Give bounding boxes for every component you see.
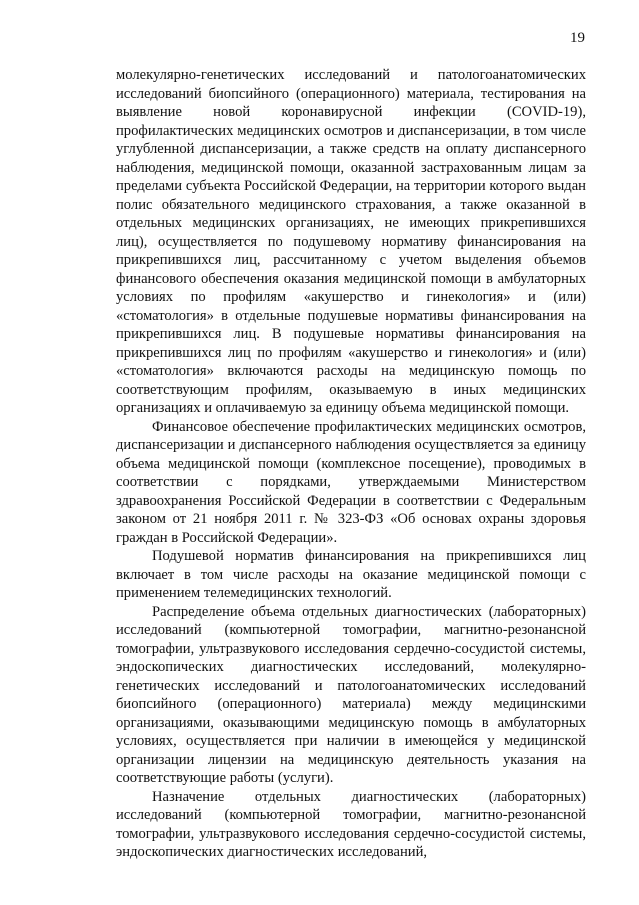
paragraph-assignment-diagnostics: Назначение отдельных диагностических (лабораторных) исследований (компьютерной томографии, магнитно-резонансной томографии, ультразвукового исследования сердечно-сосудистой системы, эндоскопических диагностических исследований, [116,788,586,860]
paragraph-continuation: молекулярно-генетических исследований и патологоанатомических исследований биопсийного (операционного) материала, тестирования на выявление новой коронавирусной инфекции (COVID-19), профилактических медицинских осмотров и диспансеризации, в том числе углубленной диспансеризации, а также средств на оплату диспансерного наблюдения, медицинской помощи, оказанной застрахованным лицам за пределами субъекта Российской Федерации, на территории которого выдан полис обязательного медицинского страхования, а также оказанной в отдельных медицинских организациях, не имеющих прикрепившихся лиц), осуществляется по подушевому нормативу финансирования на прикрепившихся лиц, рассчитанному с учетом выделения объемов финансового обеспечения оказания медицинской помощи в амбулаторных условиях по профилям «акушерство и гинекология» и (или) «стоматология» в отдельные подушевые нормативы финансирования на прикрепившихся лиц. В подушевые нормативы финансирования на прикрепившихся лиц по профилям «акушерство и гинекология» и (или) «стоматология» включаются расходы на медицинскую помощь по соответствующим профилям, оказываемую в иных медицинских организациях и оплачиваемую за единицу объема медицинской помощи. [116,67,586,416]
paragraph-distribution-diagnostics: Распределение объема отдельных диагностических (лабораторных) исследований (компьютерной томографии, магнитно-резонансной томографии, ультразвукового исследования сердечно-сосудистой системы, эндоскопических диагностических исследований, молекулярно-генетических исследований и патологоанатомических исследований биопсийного (операционного) материала) между медицинскими организациями, оказывающими медицинскую помощь в амбулаторных условиях, осуществляется при наличии в имеющейся у медицинской организации лицензии на медицинскую деятельность указания на соответствующие работы (услуги). [116,603,586,786]
paragraph-financing-checkups: Финансовое обеспечение профилактических медицинских осмотров, диспансеризации и диспансерного наблюдения осуществляется за единицу объема медицинской помощи (комплексное посещение), проводимых в соответствии с порядками, утверждаемыми Министерством здравоохранения Российской Федерации в соответствии с Федеральным законом от 21 ноября 2011 г. № 323-ФЗ «Об основах охраны здоровья граждан в Российской Федерации». [116,418,586,546]
paragraph-telemedicine: Подушевой норматив финансирования на прикрепившихся лиц включает в том числе расходы на оказание медицинской помощи с применением телемедицинских технологий. [116,548,586,601]
page-number: 19 [570,30,585,46]
document-body [116,66,586,862]
